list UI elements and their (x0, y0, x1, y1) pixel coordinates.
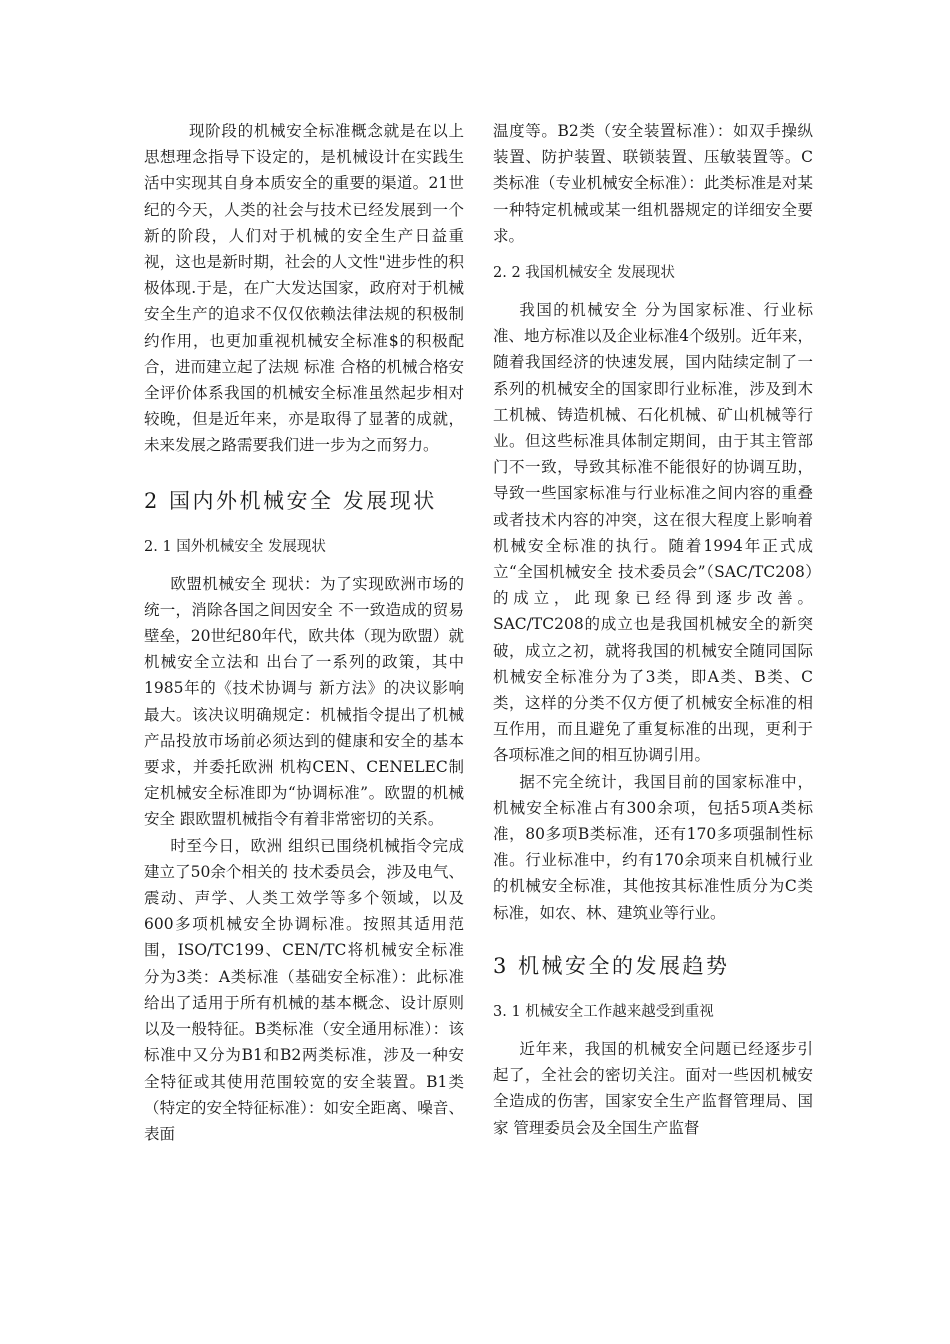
paragraph-intro: 现阶段的机械安全标准概念就是在以上思想理念指导下设定的，是机械设计在实践生活中实现其自身本质安全的重要的渠道。21世纪的今天，人类的社会与技术已经发展到一个新的阶段，人们对于机械的安全生产日益重视，这也是新时期，社会的人文性"进步性的积极体现.于是，在广大发达国家，政府对于机械安全生产的追求不仅仅依赖法律法规的积极制约作用，也更加重视机械安全标准$的积极配合，进而建立起了法规 标准 合格的机械合格安全评价体系我国的机械安全标准虽然起步相对较晚，但是近年来，亦是取得了显著的成就，未来发展之路需要我们进一步为之而努力。 (144, 122, 464, 455)
subsection-2-2-heading: 2. 2 我国机械安全 发展现状 (493, 265, 675, 282)
left-column (144, 118, 464, 1147)
section-3-heading: 3 机械安全的发展趋势 (493, 953, 730, 978)
paragraph-trend: 近年来，我国的机械安全问题已经逐步引起了，全社会的密切关注。面对一些因机械安全造成的伤害，国家安全生产监督管理局、国家 管理委员会及全国生产监督 (493, 1039, 813, 1137)
section-2-heading: 2 国内外机械安全 发展现状 (144, 488, 437, 513)
paragraph-china-status: 我国的机械安全 分为国家标准、行业标准、地方标准以及企业标准4个级别。近年来，随着我国经济的快速发展，国内陆续定制了一系列的机械安全的国家即行业标准，涉及到木工机械、铸造机械、石化机械、矿山机械等行业。但这些标准具体制定期间，由于其主管部门不一致，导致其标准不能很好的协调互助，导致一些国家标准与行业标准之间内容的重叠或者技术内容的冲突，这在很大程度上影响着机械安全标准的执行。随着1994年正式成立“全国机械安全 技术委员会”（SAC/TC208）的成立，此现象已经得到逐步改善。SAC/TC208的成立也是我国机械安全的新突破，成立之初，就将我国的机械安全随同国际机械安全标准分为了3类，即A类、B类、C类，这样的分类不仅方便了机械安全标准的相互作用，而且避免了重复标准的出现，更利于各项标准之间的相互协调引用。 (493, 301, 813, 765)
paragraph-eu-committees: 时至今日，欧洲 组织已围绕机械指令完成建立了50余个相关的 技术委员会，涉及电气、震动、声学、人类工效学等多个领域，以及600多项机械安全协调标准。按照其适用范围，ISO/TC199、CEN/TC将机械安全标准分为3类：A类标准（基础安全标准）：此标准给出了适用于所有机械的基本概念、设计原则以及一般特征。B类标准（安全通用标准）：该标准中又分为B1和B2两类标准，涉及一种安全特征或其使用范围较宽的安全装置。B1类（特定的安全特征标准）：如安全距离、噪音、表面 (144, 836, 464, 1143)
paragraph-continued: 温度等。B2类（安全装置标准）：如双手操纵装置、防护装置、联锁装置、压敏装置等。C类标准（专业机械安全标准）：此类标准是对某一种特定机械或某一组机器规定的详细安全要求。 (493, 122, 813, 245)
subsection-2-1-heading: 2. 1 国外机械安全 发展现状 (144, 538, 326, 555)
paragraph-eu-status: 欧盟机械安全 现状：为了实现欧洲市场的统一，消除各国之间因安全 不一致造成的贸易壁垒，20世纪80年代，欧共体（现为欧盟）就机械安全立法和 出台了一系列的政策，其中1985年的《技术协调与 新方法》的决议影响最大。该决议明确规定：机械指令提出了机械产品投放市场前必须达到的健康和安全的基本要求，并委托欧洲 机构CEN、CENELEC制定机械安全标准即为“协调标准”。欧盟的机械安全 跟欧盟机械指令有着非常密切的关系。 (144, 574, 464, 829)
paragraph-china-statistics: 据不完全统计，我国目前的国家标准中，机械安全标准占有300余项，包括5项A类标准，80多项B类标准，还有170多项强制性标准。行业标准中，约有170余项来自机械行业的机械安全标准，其他按其标准性质分为C类标准，如农、林、建筑业等行业。 (493, 772, 813, 922)
right-column (493, 118, 813, 1141)
subsection-3-1-heading: 3. 1 机械安全工作越来越受到重视 (493, 1003, 714, 1020)
